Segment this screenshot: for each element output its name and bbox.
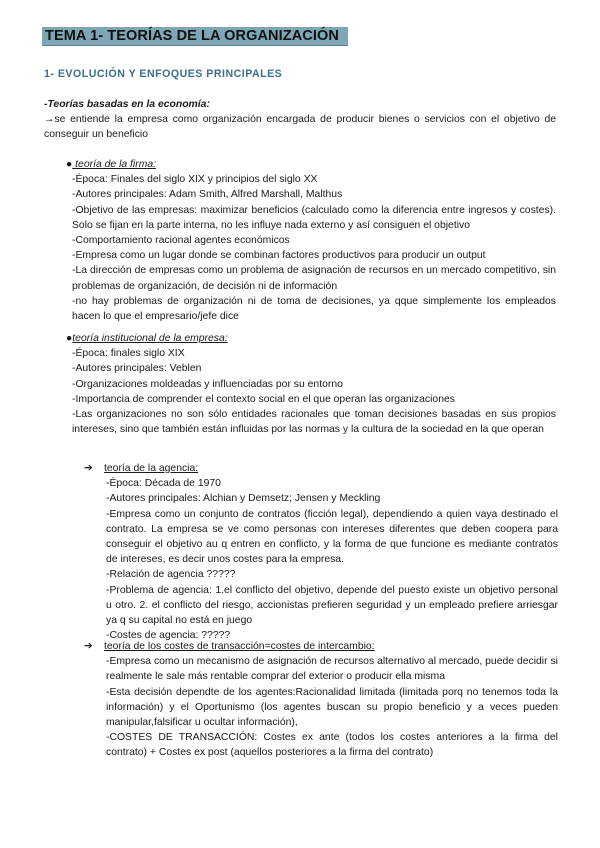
- bullet-icon: ●: [66, 333, 73, 344]
- intro-text: →se entiende la empresa como organización encargada de producir bienes o servicios con el objetivo de conseguir un beneficio: [44, 114, 556, 141]
- arrow-right-icon: ➔: [84, 463, 93, 474]
- agencia-item: -Relación de agencia ?????: [106, 569, 236, 581]
- firma-item: -La dirección de empresas como un problema de asignación de recursos en un mercado competitivo, sin problemas de organización, de decisión ni de información: [72, 265, 556, 292]
- transaccion-item: -COSTES DE TRANSACCIÓN: Costes ex ante (todos los costes anteriores a la firma del contrato) + Costes ex post (aquellos posteriores a la firma del contrato): [106, 732, 558, 759]
- intro-heading: -Teorías basadas en la economía:: [44, 99, 210, 110]
- institucional-item: -Época: finales siglo XIX: [72, 348, 185, 360]
- agencia-item: -Costes de agencia: ?????: [106, 630, 231, 642]
- agencia-item: -Época: Década de 1970: [106, 478, 221, 490]
- firma-heading-line: [66, 157, 556, 172]
- arrow-right-icon: ➔: [84, 641, 93, 652]
- transaccion-block: [84, 639, 558, 761]
- institucional-item: -Las organizaciones no son sólo entidades racionales que toman decisiones basadas en sus propios intereses, sino que también están influidas por las normas y la cultura de la sociedad en la que operan: [72, 409, 556, 436]
- firma-item: -no hay problemas de organización ni de toma de decisiones, ya qque simplemente los empleados hacen lo que el empresario/jefe dice: [72, 295, 556, 323]
- transaccion-heading: teoría de los costes de transacción=costes de intercambio:: [104, 641, 375, 652]
- agencia-block: [84, 461, 558, 643]
- bullet-icon: ●: [66, 159, 73, 170]
- institucional-item: -Organizaciones moldeadas y influenciadas por su entorno: [72, 378, 343, 390]
- transaccion-heading-line: [84, 639, 558, 654]
- firma-item: -Época: Finales del siglo XIX y principios del siglo XX: [72, 174, 318, 186]
- agencia-heading-line: [84, 461, 558, 476]
- transaccion-item: -Esta decisión dependte de los agentes:Racionalidad limitada (limitada porq no tenemos toda la información) y el Oportunismo (los agentes buscan su propio beneficio y a veces pueden manipular,falsificar u ocultar información),: [106, 686, 558, 729]
- institucional-heading-line: [66, 331, 556, 346]
- firma-block: [66, 157, 556, 324]
- intro-block: [44, 97, 556, 143]
- agencia-item: -Empresa como un conjunto de contratos (ficción legal), dependiendo a quien vaya destinado el contrato. La empresa se ve como personas con intereses diferentes que deben coopera para conseguir el objetivo au q entren en conflicto, y la forma de que funcione es mediante contratos de intereses, es decir unos costes para la empresa.: [106, 508, 558, 566]
- firma-item: -Objetivo de las empresas: maximizar beneficios (calculado como la diferencia entre ingresos y costes). Solo se fijan en la parte interna, no les influye nada externo y así consiguen el objetivo: [72, 204, 556, 231]
- transaccion-item: -Empresa como un mecanismo de asignación de recursos alternativo al mercado, puede decidir si realmente le sale más rentable comprar del exterior o producir ella misma: [106, 656, 558, 683]
- agencia-item: -Problema de agencia: 1.el conflicto del objetivo, depende del puesto existe un objetivo personal u otro. 2. el conflicto del riesgo, accionistas prefieren seguridad y un empleado prefiere arriesgar ya q su capital no está en juego: [106, 584, 558, 627]
- institucional-item: -Importancia de comprender el contexto social en el que operan las organizaciones: [72, 393, 455, 405]
- institucional-block: [66, 331, 556, 437]
- firma-item: -Empresa como un lugar donde se combinan factores productivos para producir un output: [72, 250, 486, 262]
- agencia-item: -Autores principales: Alchian y Demsetz; Jensen y Meckling: [106, 493, 381, 505]
- section-heading: 1- EVOLUCIÓN Y ENFOQUES PRINCIPALES: [44, 68, 283, 80]
- institucional-item: -Autores principales: Veblen: [72, 363, 202, 375]
- institucional-heading: teoría institucional de la empresa:: [72, 333, 228, 344]
- page-title: TEMA 1- TEORÍAS DE LA ORGANIZACIÓN: [42, 27, 348, 46]
- firma-heading: teoría de la firma:: [72, 159, 157, 170]
- firma-item: -Comportamiento racional agentes económicos: [72, 235, 290, 247]
- firma-item: -Autores principales: Adam Smith, Alfred Marshall, Malthus: [72, 189, 343, 201]
- agencia-heading: teoría de la agencia:: [104, 463, 199, 474]
